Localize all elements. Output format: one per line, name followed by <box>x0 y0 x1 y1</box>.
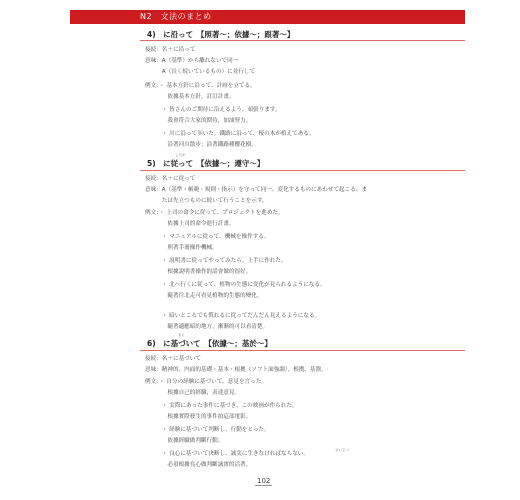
section-4-line: 沿著河川散步；沿著鐵路種櫻花樹。 <box>145 142 257 148</box>
section-6-ruby: もと <box>178 333 185 337</box>
section-5-line: ・ 説明書に従ってやってみたら、上手に作れた。 <box>145 258 287 264</box>
section-title-5: 5) に従って 【依據〜；遵守〜】 <box>147 159 265 168</box>
section-4-line: 我會符合大家的期待，加油努力。 <box>145 118 252 124</box>
section-6-line: 必須根據良心做判斷誠實的活著。 <box>145 462 252 468</box>
section-6-line: 根據實際發生的事件拍這部電影。 <box>145 414 252 420</box>
section-title-4: 4) に沿って 【照著〜；依據〜；跟著〜】 <box>147 30 295 39</box>
section-4-line: ・ 皆さんのご期待に沿えるよう、頑張ります。 <box>145 107 281 113</box>
chapter-banner: N2 文法のまとめ <box>70 10 465 24</box>
section-6-line: 接続：名＋に基づいて <box>145 356 201 362</box>
section-6-line: 根據自己的經驗，表達意見。 <box>145 390 241 396</box>
section-5-line: 隨著往北走可看見植物的生態的變化。 <box>145 293 263 299</box>
section-4-line: A（長く続いているもの）に並行して <box>145 69 256 75</box>
page-number: 102 <box>257 477 271 485</box>
section-rule-5 <box>140 170 465 171</box>
section-5-line: 照著手冊操作機械。 <box>145 245 218 251</box>
section-title-6: 6) に基づいて 【依據〜；基於〜】 <box>147 339 272 348</box>
section-rule-6 <box>140 350 465 351</box>
section-4-line: 依據基本方針，訂訂計畫。 <box>145 94 235 100</box>
section-6-line: ・ 経験に基づいて判断し、行動をとった。 <box>145 427 270 433</box>
section-4-line: 意味：A（基準）から離れないで同一 <box>145 58 239 64</box>
section-4-line: ・ 川に沿って歩いた。鐵路に沿って、桜の木が植えてある。 <box>145 131 315 137</box>
seijitsu-ruby: せいじつ <box>335 448 349 452</box>
section-6-line: ・ 実際にあった事件に基づき、この映画が作られた。 <box>145 403 298 409</box>
section-6-line: 意味：精神的、内面的基礎・基本・根拠（ソフト面強調）、根拠、基盤。 <box>145 367 327 373</box>
section-6-line: 例文：・ 自分の経験に基づいて、意見を言った。 <box>145 379 267 385</box>
section-5-line: たは先立つものに続いて行うことを示す。 <box>145 198 268 204</box>
section-rule-4 <box>140 40 465 41</box>
section-5-line: 隨著適應暗的地方，漸漸的可以看清楚。 <box>145 324 269 330</box>
section-5-line: ・ 暗いところでも慣れるに従ってだんだん見えるようになる。 <box>145 313 321 319</box>
section-4-line: 例文：・ 基本方針に沿って、計画を立てる。 <box>145 83 256 89</box>
section-5-line: 接続：名＋に従って <box>145 176 196 182</box>
section-6-line: 依據經驗做判斷行動。 <box>145 438 224 444</box>
document-page <box>70 10 465 490</box>
section-5-line: 依據上司的命令進行計畫。 <box>145 221 235 227</box>
section-4-line: 接続：名＋に沿って <box>145 47 196 53</box>
section-5-line: 意味：A（基準・帳範・規則・指示）を守って同一、変化するものにあわせて起こる、ま <box>145 187 367 193</box>
section-5-line: ・ マニュアルに従って、機械を操作する。 <box>145 234 270 240</box>
section-5-line: ・ 北へ行くに従って、植物の生態に変化が見られるようになる。 <box>145 282 326 288</box>
section-5-ruby: したが <box>175 153 186 157</box>
section-6-line: ・ 良心に基づいて決断し、誠実に生きなければならない。 <box>145 451 309 457</box>
section-5-line: 例文：・ 上司の命令に従って、プロジェクトを進めた。 <box>145 210 284 216</box>
section-5-line: 根據說明書操作的話會做的很好。 <box>145 269 252 275</box>
